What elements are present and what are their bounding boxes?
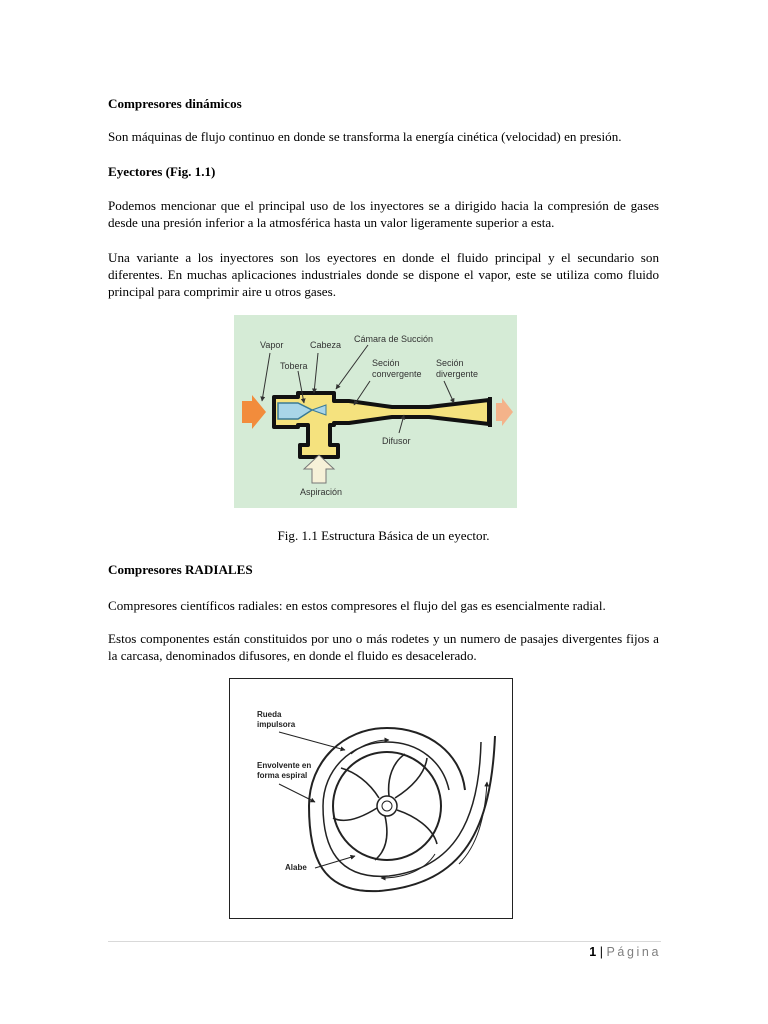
label-alabe: Alabe — [285, 863, 307, 872]
paragraph-dynamic-compressors: Son máquinas de flujo continuo en donde se transforma la energía cinética (velocidad) en presión. — [108, 129, 622, 144]
paragraph-radial-2: Estos componentes están constituidos por uno o más rodetes y un numero de pasajes divergentes fijos a la carcasa, denominados difusores, en donde el fluido es desacelerado. — [108, 631, 659, 663]
label-seccion-divergente-1: Seción — [436, 358, 464, 368]
figure-caption: Fig. 1.1 Estructura Básica de un eyector. — [277, 528, 490, 543]
label-seccion-convergente-1: Seción — [372, 358, 400, 368]
label-tobera: Tobera — [280, 361, 308, 371]
label-impulsora: impulsora — [257, 720, 296, 729]
label-seccion-divergente-2: divergente — [436, 369, 479, 379]
paragraph-ejectors-1: Podemos mencionar que el principal uso de los inyectores se a dirigido hacia la compresión de gases desde una presión inferior a la atmosférica hasta un valor ligeramente superior a esta. — [108, 198, 659, 230]
label-forma-espiral: forma espiral — [257, 771, 308, 780]
label-seccion-convergente-2: convergente — [372, 369, 422, 379]
section-heading-radial-compressors: Compresores RADIALES — [108, 562, 253, 577]
label-envolvente: Envolvente en — [257, 761, 312, 770]
page-footer — [589, 944, 661, 960]
radial-compressor-figure — [229, 678, 513, 919]
label-vapor: Vapor — [260, 340, 284, 350]
label-cabeza: Cabeza — [310, 340, 342, 350]
label-aspiracion: Aspiración — [300, 487, 343, 497]
paragraph-radial-1: Compresores científicos radiales: en estos compresores el flujo del gas es esencialmente radial. — [108, 598, 606, 613]
section-heading-dynamic-compressors: Compresores dinámicos — [108, 96, 242, 111]
footer-divider — [108, 941, 661, 942]
page-number: 1 — [589, 945, 597, 959]
label-camara-succion: Cámara de Succión — [354, 334, 434, 344]
ejector-figure — [234, 315, 517, 508]
outlet-flange — [488, 397, 492, 427]
label-difusor: Difusor — [382, 436, 411, 446]
page-label: Página — [606, 945, 661, 959]
label-rueda: Rueda — [257, 710, 282, 719]
paragraph-ejectors-2: Una variante a los inyectores son los eyectores en donde el fluido principal y el secundario son diferentes. En muchas aplicaciones industriales donde se dispone el vapor, este se utiliza como fluido principal para comprimir aire u otros gases. — [108, 250, 659, 299]
footer-separator: | — [599, 945, 603, 959]
section-heading-ejectors: Eyectores (Fig. 1.1) — [108, 164, 216, 179]
